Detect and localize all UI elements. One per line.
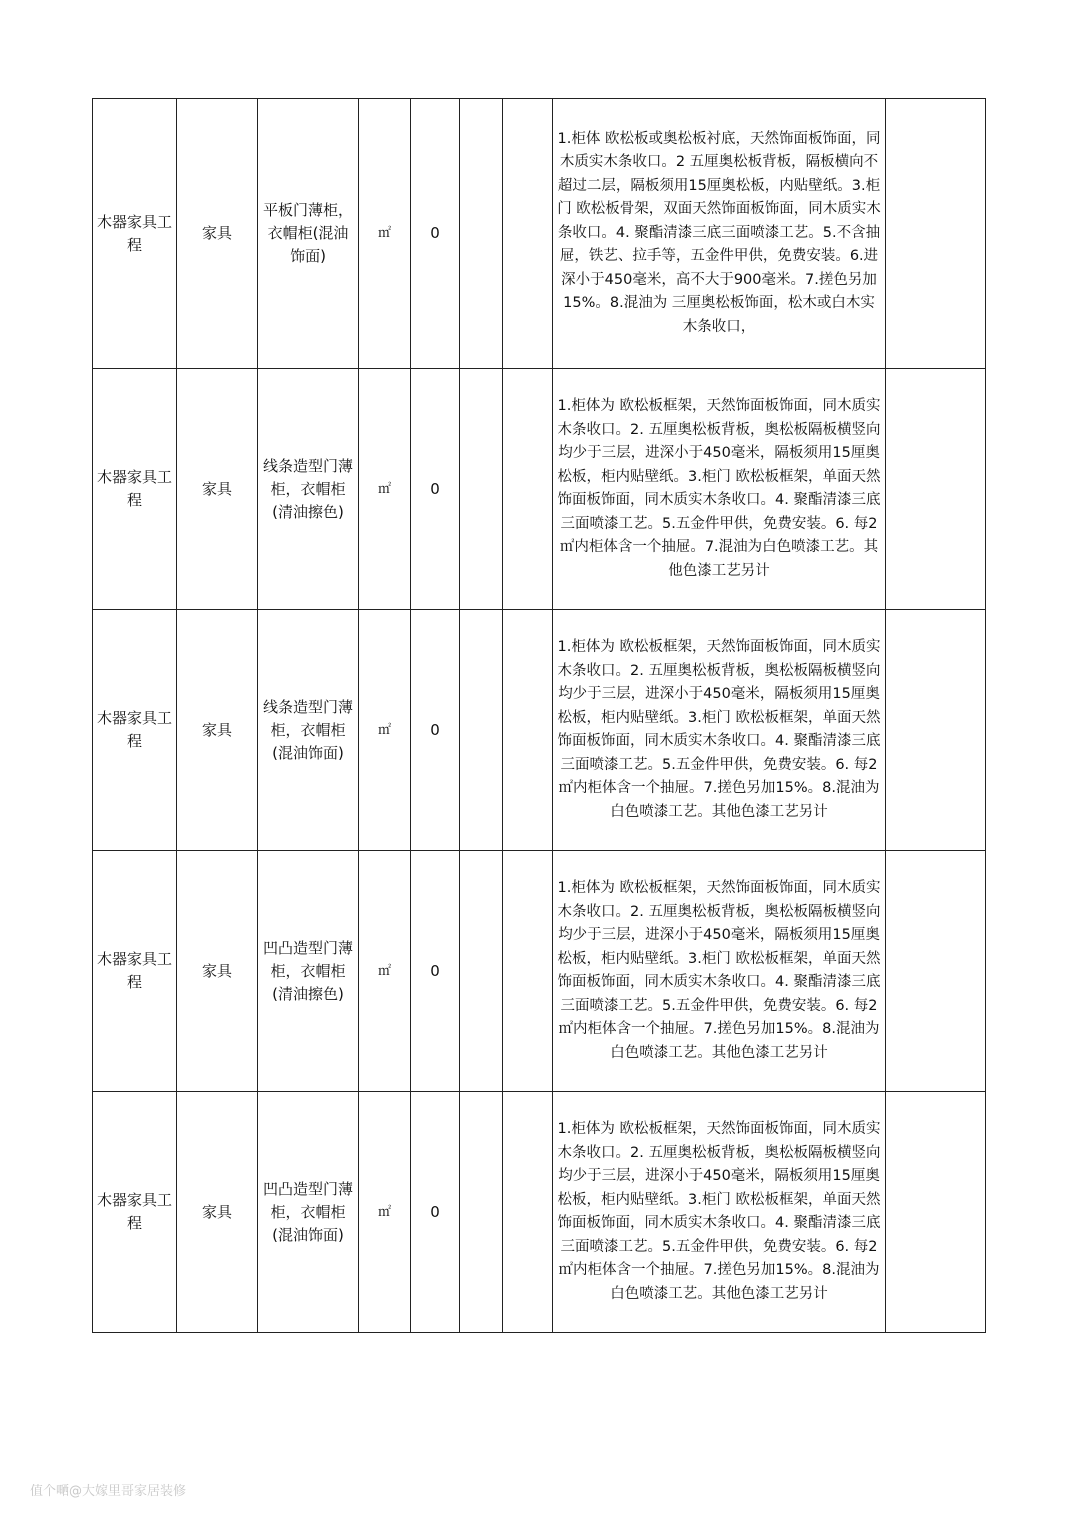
table-row: [93, 369, 986, 610]
remark-cell: [886, 1092, 986, 1333]
description-cell: 1.柜体 欧松板或奥松板衬底，天然饰面板饰面，同木质实木条收口。2 五厘奥松板背板，隔板横向不超过二层，隔板须用15厘奥松板，内贴壁纸。3.柜门 欧松板骨架，双面天然饰面板饰面，同木质实木条收口。4. 聚酯清漆三底三面喷漆工艺。5.不含抽屉，铁艺、拉手等，五金件甲供，免费安装。6.进深小于450毫米，高不大于900毫米。7.搓色另加15%。8.混油为 三厘奥松板饰面，松木或白木实木条收口，: [553, 99, 886, 369]
item-name-cell: 线条造型门薄柜，衣帽柜(清油擦色): [258, 369, 359, 610]
table-row: [93, 1092, 986, 1333]
type-cell: 家具: [177, 99, 258, 369]
total-price-cell: [503, 851, 553, 1092]
remark-cell: [886, 851, 986, 1092]
total-price-cell: [503, 369, 553, 610]
unit-cell: ㎡: [359, 610, 411, 851]
description-cell: 1.柜体为 欧松板框架，天然饰面板饰面，同木质实木条收口。2. 五厘奥松板背板，奥松板隔板横竖向均少于三层，进深小于450毫米，隔板须用15厘奥松板，柜内贴壁纸。3.柜门 欧松板框架，单面天然饰面板饰面，同木质实木条收口。4. 聚酯清漆三底三面喷漆工艺。5.五金件甲供，免费安装。6. 每2㎡内柜体含一个抽屉。7.混油为白色喷漆工艺。其他色漆工艺另计: [553, 369, 886, 610]
description-cell: 1.柜体为 欧松板框架，天然饰面板饰面，同木质实木条收口。2. 五厘奥松板背板，奥松板隔板横竖向均少于三层，进深小于450毫米，隔板须用15厘奥松板，柜内贴壁纸。3.柜门 欧松板框架，单面天然饰面板饰面，同木质实木条收口。4. 聚酯清漆三底三面喷漆工艺。5.五金件甲供，免费安装。6. 每2㎡内柜体含一个抽屉。7.搓色另加15%。8.混油为白色喷漆工艺。其他色漆工艺另计: [553, 610, 886, 851]
total-price-cell: [503, 1092, 553, 1333]
item-name-cell: 凹凸造型门薄柜，衣帽柜(混油饰面): [258, 1092, 359, 1333]
unit-price-cell: [460, 851, 503, 1092]
type-cell: 家具: [177, 369, 258, 610]
unit-price-cell: [460, 610, 503, 851]
category-cell: 木器家具工程: [93, 610, 177, 851]
remark-cell: [886, 610, 986, 851]
quantity-cell: 0: [411, 99, 460, 369]
type-cell: 家具: [177, 1092, 258, 1333]
item-name-cell: 凹凸造型门薄柜，衣帽柜(清油擦色): [258, 851, 359, 1092]
table-row: [93, 851, 986, 1092]
unit-price-cell: [460, 369, 503, 610]
remark-cell: [886, 99, 986, 369]
unit-price-cell: [460, 1092, 503, 1333]
type-cell: 家具: [177, 610, 258, 851]
quantity-cell: 0: [411, 851, 460, 1092]
watermark: 值个嗮@大嫁里哥家居装修: [30, 1484, 187, 1499]
description-cell: 1.柜体为 欧松板框架，天然饰面板饰面，同木质实木条收口。2. 五厘奥松板背板，奥松板隔板横竖向均少于三层，进深小于450毫米，隔板须用15厘奥松板，柜内贴壁纸。3.柜门 欧松板框架，单面天然饰面板饰面，同木质实木条收口。4. 聚酯清漆三底三面喷漆工艺。5.五金件甲供，免费安装。6. 每2㎡内柜体含一个抽屉。7.搓色另加15%。8.混油为白色喷漆工艺。其他色漆工艺另计: [553, 851, 886, 1092]
unit-cell: ㎡: [359, 1092, 411, 1333]
table-row: [93, 610, 986, 851]
category-cell: 木器家具工程: [93, 99, 177, 369]
item-name-cell: 线条造型门薄柜，衣帽柜(混油饰面): [258, 610, 359, 851]
unit-cell: ㎡: [359, 851, 411, 1092]
unit-cell: ㎡: [359, 99, 411, 369]
quantity-cell: 0: [411, 610, 460, 851]
category-cell: 木器家具工程: [93, 369, 177, 610]
quantity-cell: 0: [411, 1092, 460, 1333]
description-cell: 1.柜体为 欧松板框架，天然饰面板饰面，同木质实木条收口。2. 五厘奥松板背板，奥松板隔板横竖向均少于三层，进深小于450毫米，隔板须用15厘奥松板，柜内贴壁纸。3.柜门 欧松板框架，单面天然饰面板饰面，同木质实木条收口。4. 聚酯清漆三底三面喷漆工艺。5.五金件甲供，免费安装。6. 每2㎡内柜体含一个抽屉。7.搓色另加15%。8.混油为白色喷漆工艺。其他色漆工艺另计: [553, 1092, 886, 1333]
category-cell: 木器家具工程: [93, 851, 177, 1092]
category-cell: 木器家具工程: [93, 1092, 177, 1333]
quantity-cell: 0: [411, 369, 460, 610]
unit-price-cell: [460, 99, 503, 369]
total-price-cell: [503, 99, 553, 369]
unit-cell: ㎡: [359, 369, 411, 610]
remark-cell: [886, 369, 986, 610]
table-row: [93, 99, 986, 369]
total-price-cell: [503, 610, 553, 851]
item-name-cell: 平板门薄柜，衣帽柜(混油饰面): [258, 99, 359, 369]
type-cell: 家具: [177, 851, 258, 1092]
quote-table: [92, 98, 986, 1333]
